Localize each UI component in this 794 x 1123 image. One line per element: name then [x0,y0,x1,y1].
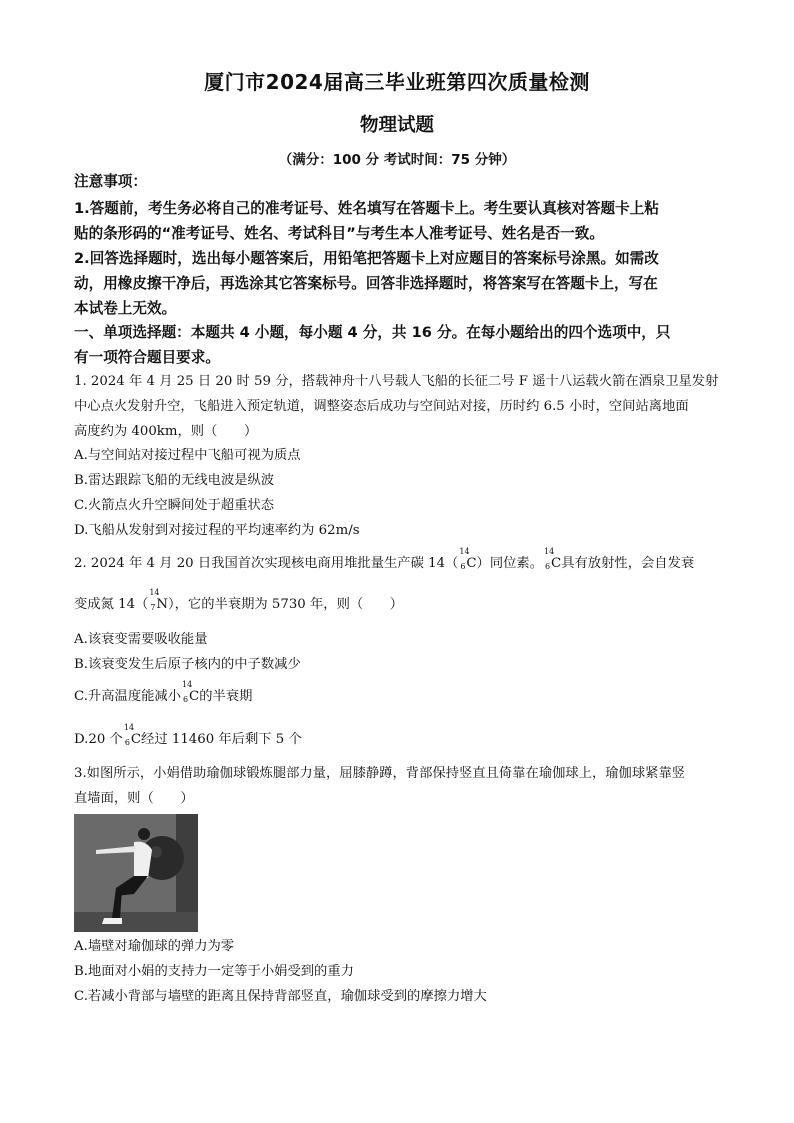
question-stem: 中心点火发射升空，飞船进入预定轨道，调整姿态后成功与空间站对接，历时约 6.5 小时，空间站离地面 [74,399,689,414]
notice-line: 2.回答选择题时，选出每小题答案后，用铅笔把答题卡上对应题目的答案标号涂黑。如需改 [74,250,659,267]
mass-number: 14 [149,587,160,597]
answer-option: C.火箭点火升空瞬间处于超重状态 [74,498,275,513]
answer-option: A.墙壁对瑜伽球的弹力为零 [74,939,235,954]
exam-subject: 物理试题 [359,115,434,136]
nitrogen-isotope-label [148,587,160,612]
answer-option [74,679,724,708]
option-text: D.20 个 [74,732,123,747]
notice-line: 本试卷上无效。 [74,300,177,317]
question-stem: 高度约为 400km，则（ ） [74,424,258,439]
mass-number: 14 [182,679,193,689]
photo-illustration [74,814,198,932]
mass-number: 14 [459,546,470,556]
carbon-isotope-label [543,546,555,571]
carbon-isotope-label [123,722,135,747]
exam-title: 厦门市2024届高三毕业班第四次质量检测 [204,70,590,94]
option-text: C.升高温度能减小 [74,689,182,704]
mass-number: 14 [544,546,555,556]
answer-option: D.飞船从发射到对接过程的平均速率约为 62m/s [74,523,360,538]
question-stem [74,546,724,575]
option-text: C的半衰期 [189,689,253,704]
question-stem [74,587,724,616]
option-text: C经过 11460 年后剩下 5 个 [130,732,302,747]
question-stem: 1. 2024 年 4 月 25 日 20 时 59 分，搭载神舟十八号载人飞船的长征二号 F 遥十八运载火箭在酒泉卫星发射 [74,374,719,389]
atomic-number: 6 [124,737,130,747]
answer-option: B.地面对小娟的支持力一定等于小娟受到的重力 [74,964,354,979]
atomic-number: 6 [183,694,189,704]
exam-meta: （满分：100 分 考试时间：75 分钟） [278,152,516,168]
question-stem: 3.如图所示，小娟借助瑜伽球锻炼腿部力量，屈膝静蹲，背部保持竖直且倚靠在瑜伽球上，瑜伽球紧靠竖 [74,766,686,781]
section-heading: 一、单项选择题：本题共 4 小题，每小题 4 分，共 16 分。在每小题给出的四个选项中，只 [74,324,671,341]
atomic-number: 6 [460,561,466,571]
atomic-number: 6 [545,561,551,571]
notice-line: 1.答题前，考生务必将自己的准考证号、姓名填写在答题卡上。考生要认真核对答题卡上粘 [74,200,659,217]
answer-option: A.该衰变需要吸收能量 [74,632,208,647]
stem-text: N），它的半衰期为 5730 年，则（ ） [156,597,404,612]
section-heading: 有一项符合题目要求。 [74,349,220,366]
answer-option [74,722,724,751]
answer-option: B.雷达跟踪飞船的无线电波是纵波 [74,473,275,488]
notice-line: 动，用橡皮擦干净后，再选涂其它答案标号。回答非选择题时，将答案写在答题卡上，写在 [74,275,658,292]
carbon-isotope-label [181,679,193,704]
question-stem: 直墙面，则（ ） [74,791,194,806]
mass-number: 14 [123,722,135,732]
answer-option: C.若减小背部与墙壁的距离且保持背部竖直，瑜伽球受到的摩擦力增大 [74,989,487,1004]
stem-text: C具有放射性，会自发衰 [551,556,695,571]
atomic-number: 7 [150,602,156,612]
stem-text: 变成氮 14（ [74,597,149,612]
answer-option: A.与空间站对接过程中飞船可视为质点 [74,448,301,463]
carbon-isotope-label [458,546,470,571]
answer-option: B.该衰变发生后原子核内的中子数减少 [74,657,301,672]
notice-line: 贴的条形码的“准考证号、姓名、考试科目”与考生本人准考证号、姓名是否一致。 [74,225,604,242]
notice-heading: 注意事项： [74,173,147,190]
yoga-ball-wall-squat-photo [74,814,198,932]
stem-text: 2. 2024 年 4 月 20 日我国首次实现核电商用堆批量生产碳 14（ [74,556,459,571]
stem-text: C）同位素。 [466,556,544,571]
